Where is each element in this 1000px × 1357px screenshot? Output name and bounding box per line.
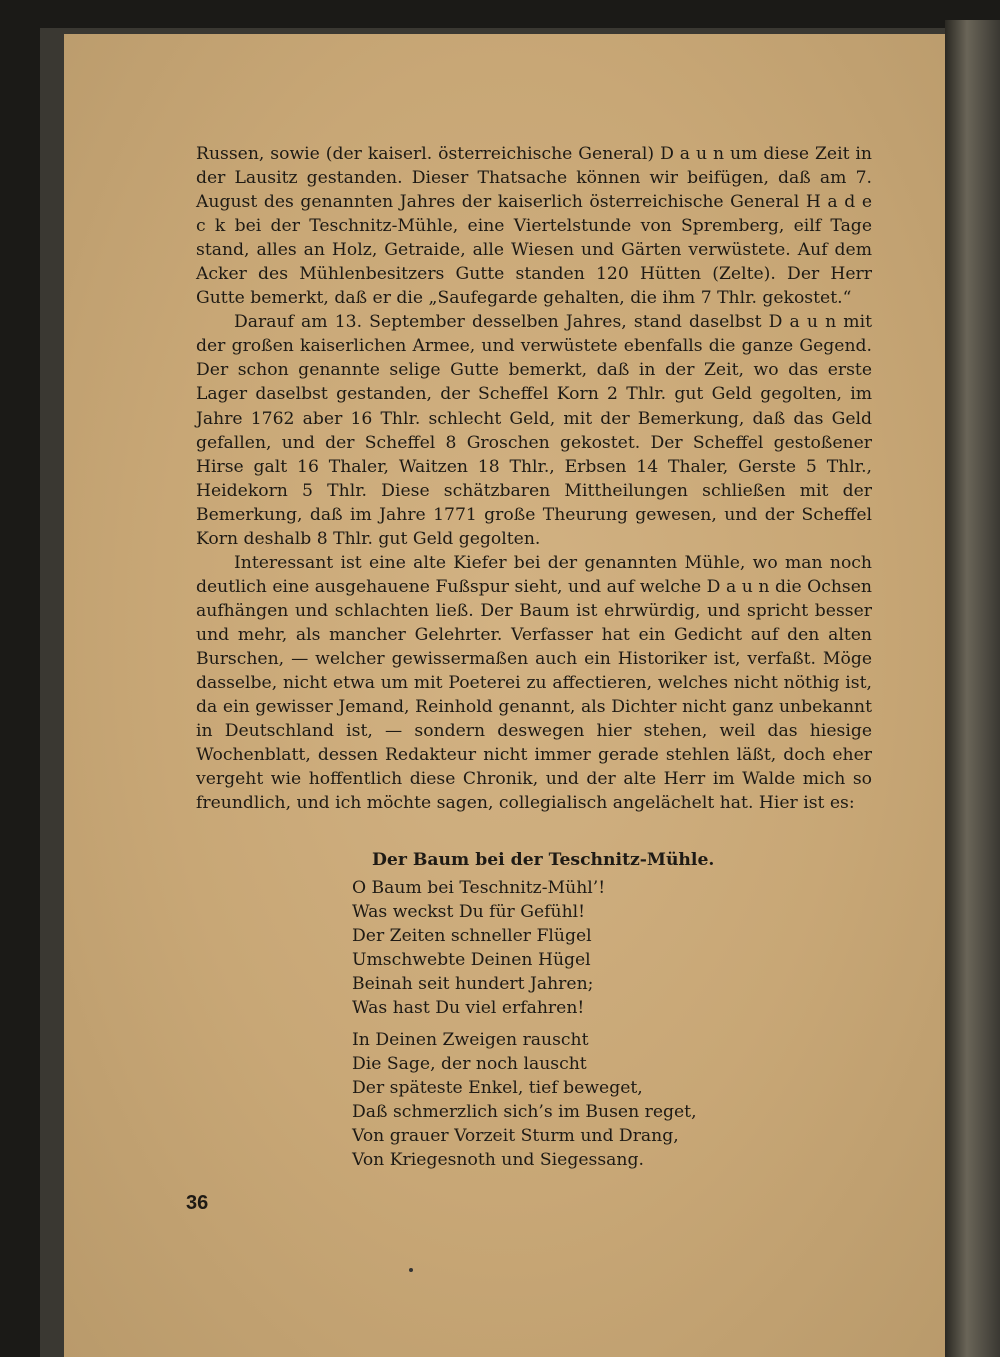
poem-line: In Deinen Zweigen rauscht — [352, 1030, 589, 1050]
body-text — [196, 142, 872, 815]
paragraph: Interessant ist eine alte Kiefer bei der genannten Mühle, wo man noch deutlich eine ausgehauene Fußspur sieht, und auf welche D a u n die Ochsen aufhängen und schlachten ließ. Der Baum ist ehrwürdig, und spricht besser und mehr, als mancher Gelehrter. Verfasser hat ein Gedicht auf den alten Burschen, — welcher gewissermaßen auch ein Historiker ist, verfaßt. Möge dasselbe, nicht etwa um mit Poeterei zu affectieren, welches nicht nöthig ist, da ein gewisser Jemand, Reinhold genannt, als Dichter nicht ganz unbekannt in Deutschland ist, — sondern deswegen hier stehen, weil das hiesige Wochenblatt, dessen Redakteur nicht immer gerade stehlen läßt, doch eher vergeht wie hoffentlich diese Chronik, und der alte Herr im Walde mich so freundlich, und ich möchte sagen, collegialisch angelächelt hat. Hier ist es: — [196, 552, 872, 814]
poem-line: Die Sage, der noch lauscht — [352, 1054, 587, 1074]
page-number: 36 — [186, 1192, 209, 1214]
poem — [352, 848, 872, 1180]
poem-line: Beinah seit hundert Jahren; — [352, 974, 594, 994]
paper-speck — [409, 1268, 413, 1272]
poem-line: Von grauer Vorzeit Sturm und Drang, — [352, 1126, 679, 1146]
poem-line: Was weckst Du für Gefühl! — [352, 902, 586, 922]
poem-line: Von Kriegesnoth und Siegessang. — [352, 1150, 644, 1170]
book-gutter — [945, 20, 1000, 1357]
poem-line: Der späteste Enkel, tief beweget, — [352, 1078, 643, 1098]
poem-title: Der Baum bei der Teschnitz-Mühle. — [372, 850, 715, 870]
paragraph: Russen, sowie (der kaiserl. österreichische General) D a u n um diese Zeit in der Lausitz gestanden. Dieser Thatsache können wir beifügen, daß am 7. August des genannten Jahres der kaiserlich österreichische General H a d e c k bei der Teschnitz-Mühle, eine Viertelstunde von Spremberg, eilf Tage stand, alles an Holz, Getraide, alle Wiesen und Gärten verwüstete. Auf dem Acker des Mühlenbesitzers Gutte standen 120 Hütten (Zelte). Der Herr Gutte bemerkt, daß er die „Saufegarde gehalten, die ihm 7 Thlr. gekostet.“ — [196, 144, 872, 309]
poem-stanza — [352, 876, 872, 1020]
poem-line: Der Zeiten schneller Flügel — [352, 926, 592, 946]
poem-line: Umschwebte Deinen Hügel — [352, 950, 591, 970]
paragraph: Darauf am 13. September desselben Jahres, stand daselbst D a u n mit der großen kaiserlichen Armee, und verwüstete ebenfalls die ganze Gegend. Der schon genannte selige Gutte bemerkt, daß in der Zeit, wo das erste Lager daselbst gestanden, der Scheffel Korn 2 Thlr. gut Geld gegolten, im Jahre 1762 aber 16 Thlr. schlecht Geld, mit der Bemerkung, daß das Geld gefallen, und der Scheffel 8 Groschen gekostet. Der Scheffel gestoßener Hirse galt 16 Thaler, Waitzen 18 Thlr., Erbsen 14 Thaler, Gerste 5 Thlr., Heidekorn 5 Thlr. Diese schätzbaren Mittheilungen schließen mit der Bemerkung, daß im Jahre 1771 große Theurung gewesen, und der Scheffel Korn deshalb 8 Thlr. gut Geld gegolten. — [196, 312, 872, 549]
poem-line: Daß schmerzlich sich’s im Busen reget, — [352, 1102, 697, 1122]
poem-line: O Baum bei Teschnitz-Mühl’! — [352, 878, 606, 898]
poem-line: Was hast Du viel erfahren! — [352, 998, 585, 1018]
poem-stanza — [352, 1028, 872, 1172]
